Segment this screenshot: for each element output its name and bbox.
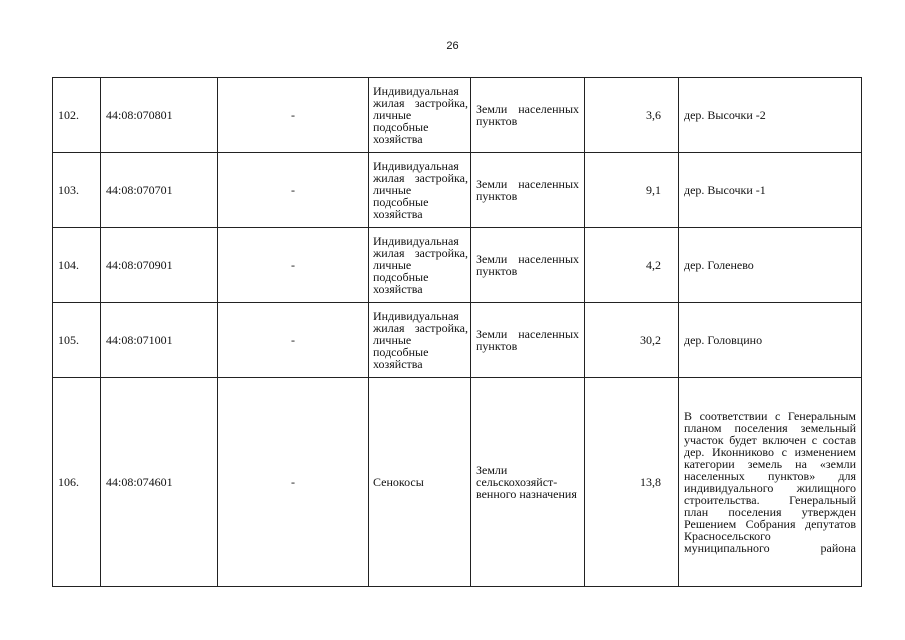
area-cell: 13,8	[585, 378, 679, 587]
land-category-text: Земли населенных пунктов	[476, 252, 579, 278]
permitted-use-text: Сенокосы	[373, 475, 424, 489]
permitted-use-cell	[369, 153, 471, 228]
permitted-use-text: Индивидуальная жилая застройка, личные подсобные хозяйства	[373, 159, 468, 221]
location-note-cell: дер. Высочки -2	[679, 78, 862, 153]
row-number-cell: 102.	[53, 78, 101, 153]
location-note-cell: дер. Головцино	[679, 303, 862, 378]
permitted-use-cell	[369, 303, 471, 378]
location-note-text: В соответствии с Генеральным планом поселения земельный участок будет включен с состав дер. Иконниково с изменением категории земель на «земли населенных пунктов» для индивидуального жилищного строительства. Генеральный план поселения утвержден Решением Собрания депутатов Красносельского муниципального района	[684, 409, 856, 555]
land-category-text: Земли населенных пунктов	[476, 177, 579, 203]
owner-cell: -	[218, 153, 369, 228]
cadastral-number-cell: 44:08:074601	[101, 378, 218, 587]
page-number: 26	[446, 40, 459, 52]
land-category-cell	[471, 228, 585, 303]
table-row	[53, 153, 862, 228]
cadastral-number-cell: 44:08:070901	[101, 228, 218, 303]
location-note-cell: дер. Голенево	[679, 228, 862, 303]
land-category-cell	[471, 78, 585, 153]
land-plots-table	[52, 77, 862, 587]
permitted-use-cell	[369, 228, 471, 303]
area-cell: 30,2	[585, 303, 679, 378]
area-cell: 3,6	[585, 78, 679, 153]
location-note-cell: дер. Высочки -1	[679, 153, 862, 228]
permitted-use-cell	[369, 78, 471, 153]
table-row	[53, 303, 862, 378]
permitted-use-text: Индивидуальная жилая застройка, личные подсобные хозяйства	[373, 234, 468, 296]
row-number-cell: 103.	[53, 153, 101, 228]
owner-cell: -	[218, 228, 369, 303]
land-category-text: Земли населенных пунктов	[476, 327, 579, 353]
land-category-cell	[471, 153, 585, 228]
row-number-cell: 105.	[53, 303, 101, 378]
table-row	[53, 378, 862, 587]
land-category-cell	[471, 303, 585, 378]
row-number-cell: 106.	[53, 378, 101, 587]
area-cell: 4,2	[585, 228, 679, 303]
permitted-use-cell	[369, 378, 471, 587]
table-row	[53, 228, 862, 303]
area-cell: 9,1	[585, 153, 679, 228]
cadastral-number-cell: 44:08:071001	[101, 303, 218, 378]
land-category-cell	[471, 378, 585, 587]
permitted-use-text: Индивидуальная жилая застройка, личные подсобные хозяйства	[373, 84, 468, 146]
owner-cell: -	[218, 78, 369, 153]
owner-cell: -	[218, 303, 369, 378]
permitted-use-text: Индивидуальная жилая застройка, личные подсобные хозяйства	[373, 309, 468, 371]
row-number-cell: 104.	[53, 228, 101, 303]
land-category-text: Земли населенных пунктов	[476, 102, 579, 128]
table-row	[53, 78, 862, 153]
land-category-text: Земли сельскохозяйст-венного назначения	[476, 463, 577, 501]
owner-cell: -	[218, 378, 369, 587]
location-note-cell	[679, 378, 862, 587]
cadastral-number-cell: 44:08:070801	[101, 78, 218, 153]
cadastral-number-cell: 44:08:070701	[101, 153, 218, 228]
